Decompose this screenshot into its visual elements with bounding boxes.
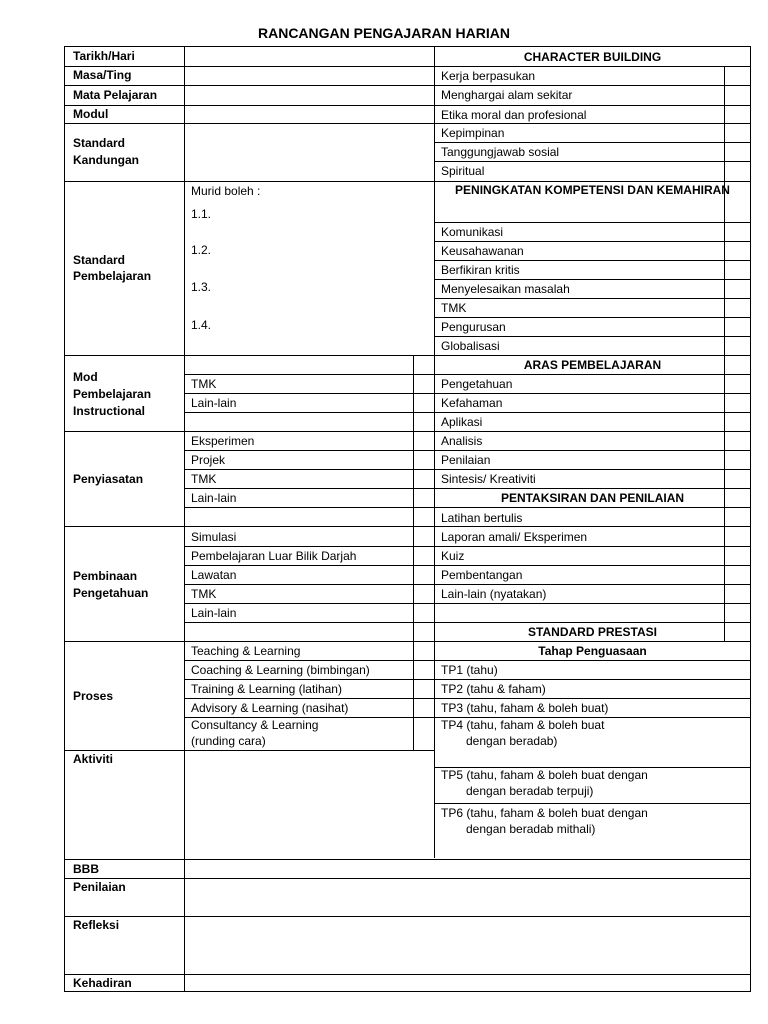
row-line xyxy=(434,85,751,86)
proses-option: Consultancy & Learning xyxy=(191,718,319,732)
pk-item: Globalisasi xyxy=(441,339,500,353)
header-standard-prestasi: STANDARD PRESTASI xyxy=(528,625,657,639)
cb-item: Spiritual xyxy=(441,164,485,178)
row-line xyxy=(434,374,751,375)
row-line xyxy=(184,393,434,394)
sp-item: 1.1. xyxy=(191,207,212,221)
header-character-building: CHARACTER BUILDING xyxy=(523,50,662,64)
row-line xyxy=(434,317,751,318)
label-standard-kandungan-1: Standard xyxy=(73,136,126,150)
rph-form xyxy=(64,46,751,992)
row-line xyxy=(434,161,751,162)
row-line xyxy=(434,565,751,566)
pembinaan-option: Lawatan xyxy=(191,568,237,582)
header-tahap-penguasaan: Tahap Penguasaan xyxy=(538,644,647,658)
cb-item: Etika moral dan profesional xyxy=(441,108,587,122)
pp-item: Latihan bertulis xyxy=(441,511,523,525)
sp-item: 1.2. xyxy=(191,243,212,257)
label-standard-kandungan-2: Kandungan xyxy=(73,153,139,167)
proses-option: Training & Learning (latihan) xyxy=(191,682,342,696)
row-line xyxy=(434,393,751,394)
pk-item: Berfikiran kritis xyxy=(441,263,520,277)
row-line xyxy=(184,507,434,508)
row-line xyxy=(184,565,434,566)
cb-item: Menghargai alam sekitar xyxy=(441,88,573,102)
pp-item: Kuiz xyxy=(441,549,465,563)
pk-item: Keusahawanan xyxy=(441,244,524,258)
row-line xyxy=(184,450,434,451)
row-line xyxy=(65,123,434,124)
pk-item: Menyelesaikan masalah xyxy=(441,282,570,296)
label-masa: Masa/Ting xyxy=(73,68,132,82)
row-line xyxy=(65,431,434,432)
cb-item: Kepimpinan xyxy=(441,126,505,140)
row-line xyxy=(184,603,434,604)
cb-item: Kerja berpasukan xyxy=(441,69,536,83)
label-refleksi: Refleksi xyxy=(73,918,120,932)
row-line xyxy=(434,803,751,804)
row-line xyxy=(434,622,751,623)
label-aktiviti: Aktiviti xyxy=(73,752,114,766)
row-line xyxy=(184,374,434,375)
row-line xyxy=(434,241,751,242)
row-line xyxy=(434,412,751,413)
pp-item: Laporan amali/ Eksperimen xyxy=(441,530,588,544)
row-line xyxy=(184,469,434,470)
header-pentaksiran: PENTAKSIRAN DAN PENILAIAN xyxy=(500,491,685,505)
label-bbb: BBB xyxy=(73,862,99,876)
row-line xyxy=(184,660,434,661)
tp-item-cont: dengan beradab) xyxy=(466,734,558,748)
row-line xyxy=(434,355,751,356)
pembinaan-option: Lain-lain xyxy=(191,606,237,620)
row-line xyxy=(184,584,434,585)
sp-item: 1.4. xyxy=(191,318,212,332)
label-standard-pembelajaran-2: Pembelajaran xyxy=(73,269,152,283)
row-line xyxy=(184,622,434,623)
tp-item: TP1 (tahu) xyxy=(441,663,498,677)
proses-option: Coaching & Learning (bimbingan) xyxy=(191,663,370,677)
row-line xyxy=(434,679,751,680)
row-line xyxy=(434,298,751,299)
row-line xyxy=(434,450,751,451)
mod-option: Lain-lain xyxy=(191,396,237,410)
pk-item: Pengurusan xyxy=(441,320,506,334)
ap-item: Penilaian xyxy=(441,453,491,467)
row-line xyxy=(434,660,751,661)
row-line xyxy=(65,66,434,67)
label-kehadiran: Kehadiran xyxy=(73,976,132,990)
row-line xyxy=(65,859,751,860)
tp-item: TP5 (tahu, faham & boleh buat dengan xyxy=(441,768,648,782)
pembinaan-option: Pembelajaran Luar Bilik Darjah xyxy=(191,549,357,563)
row-line xyxy=(434,526,751,527)
label-penyiasatan: Penyiasatan xyxy=(73,472,144,486)
header-aras-pembelajaran: ARAS PEMBELAJARAN xyxy=(523,358,662,372)
label-standard-pembelajaran-1: Standard xyxy=(73,253,126,267)
label-tarikh: Tarikh/Hari xyxy=(73,49,135,63)
row-line xyxy=(434,279,751,280)
row-line xyxy=(184,679,434,680)
row-line xyxy=(434,181,751,182)
row-line xyxy=(434,222,751,223)
ap-item: Pengetahuan xyxy=(441,377,513,391)
row-line xyxy=(65,750,434,751)
row-line xyxy=(434,336,751,337)
label-mata-pelajaran: Mata Pelajaran xyxy=(73,88,158,102)
pp-item: Lain-lain (nyatakan) xyxy=(441,587,547,601)
row-line xyxy=(434,105,751,106)
row-line xyxy=(65,181,434,182)
row-line xyxy=(65,916,751,917)
row-line xyxy=(434,698,751,699)
row-line xyxy=(65,526,434,527)
row-line xyxy=(434,142,751,143)
tp-item: TP4 (tahu, faham & boleh buat xyxy=(441,718,605,732)
label-modul: Modul xyxy=(73,107,109,121)
ap-item: Aplikasi xyxy=(441,415,483,429)
proses-option: Advisory & Learning (nasihat) xyxy=(191,701,349,715)
label-pembinaan-2: Pengetahuan xyxy=(73,586,149,600)
ap-item: Kefahaman xyxy=(441,396,503,410)
col-divider-middle xyxy=(434,47,435,858)
pembinaan-option: Simulasi xyxy=(191,530,237,544)
pk-item: Komunikasi xyxy=(441,225,504,239)
row-line xyxy=(434,603,751,604)
pp-item: Pembentangan xyxy=(441,568,523,582)
tp-item: TP3 (tahu, faham & boleh buat) xyxy=(441,701,609,715)
ap-item: Analisis xyxy=(441,434,483,448)
row-line xyxy=(434,260,751,261)
header-peningkatan-kompetensi: PENINGKATAN KOMPETENSI DAN KEMAHIRAN xyxy=(455,183,730,197)
proses-option: Teaching & Learning xyxy=(191,644,301,658)
row-line xyxy=(65,878,751,879)
row-line xyxy=(184,546,434,547)
row-line xyxy=(184,698,434,699)
penyiasatan-option: Eksperimen xyxy=(191,434,255,448)
page-title: RANCANGAN PENGAJARAN HARIAN xyxy=(257,25,510,41)
row-line xyxy=(434,469,751,470)
col-divider-checkbox-mid xyxy=(413,355,414,750)
proses-option: (runding cara) xyxy=(191,734,266,748)
sp-murid-boleh: Murid boleh : xyxy=(191,184,261,198)
label-mod-3: Instructional xyxy=(73,404,146,418)
row-line xyxy=(184,412,434,413)
row-line xyxy=(434,641,751,642)
col-divider-label xyxy=(184,47,185,992)
tp-item-cont: dengan beradab terpuji) xyxy=(466,784,594,798)
row-line xyxy=(434,66,751,67)
row-line xyxy=(434,546,751,547)
penyiasatan-option: Projek xyxy=(191,453,226,467)
row-line xyxy=(184,488,434,489)
tp-item-cont: dengan beradab mithali) xyxy=(466,822,596,836)
tp-item: TP2 (tahu & faham) xyxy=(441,682,546,696)
row-line xyxy=(65,105,434,106)
sp-item: 1.3. xyxy=(191,280,212,294)
label-penilaian: Penilaian xyxy=(73,880,126,894)
pembinaan-option: TMK xyxy=(191,587,217,601)
label-mod-1: Mod xyxy=(73,370,98,384)
cb-item: Tanggungjawab sosial xyxy=(441,145,560,159)
row-line xyxy=(434,123,751,124)
row-line xyxy=(434,431,751,432)
ap-item: Sintesis/ Kreativiti xyxy=(441,472,536,486)
row-line xyxy=(65,85,434,86)
row-line xyxy=(65,355,434,356)
row-line xyxy=(434,507,751,508)
row-line xyxy=(434,488,751,489)
row-line xyxy=(65,974,751,975)
label-mod-2: Pembelajaran xyxy=(73,387,152,401)
label-proses: Proses xyxy=(73,689,114,703)
row-line xyxy=(65,641,434,642)
penyiasatan-option: TMK xyxy=(191,472,217,486)
tp-item: TP6 (tahu, faham & boleh buat dengan xyxy=(441,806,648,820)
row-line xyxy=(434,584,751,585)
label-pembinaan-1: Pembinaan xyxy=(73,569,138,583)
pk-item: TMK xyxy=(441,301,467,315)
penyiasatan-option: Lain-lain xyxy=(191,491,237,505)
mod-option: TMK xyxy=(191,377,217,391)
